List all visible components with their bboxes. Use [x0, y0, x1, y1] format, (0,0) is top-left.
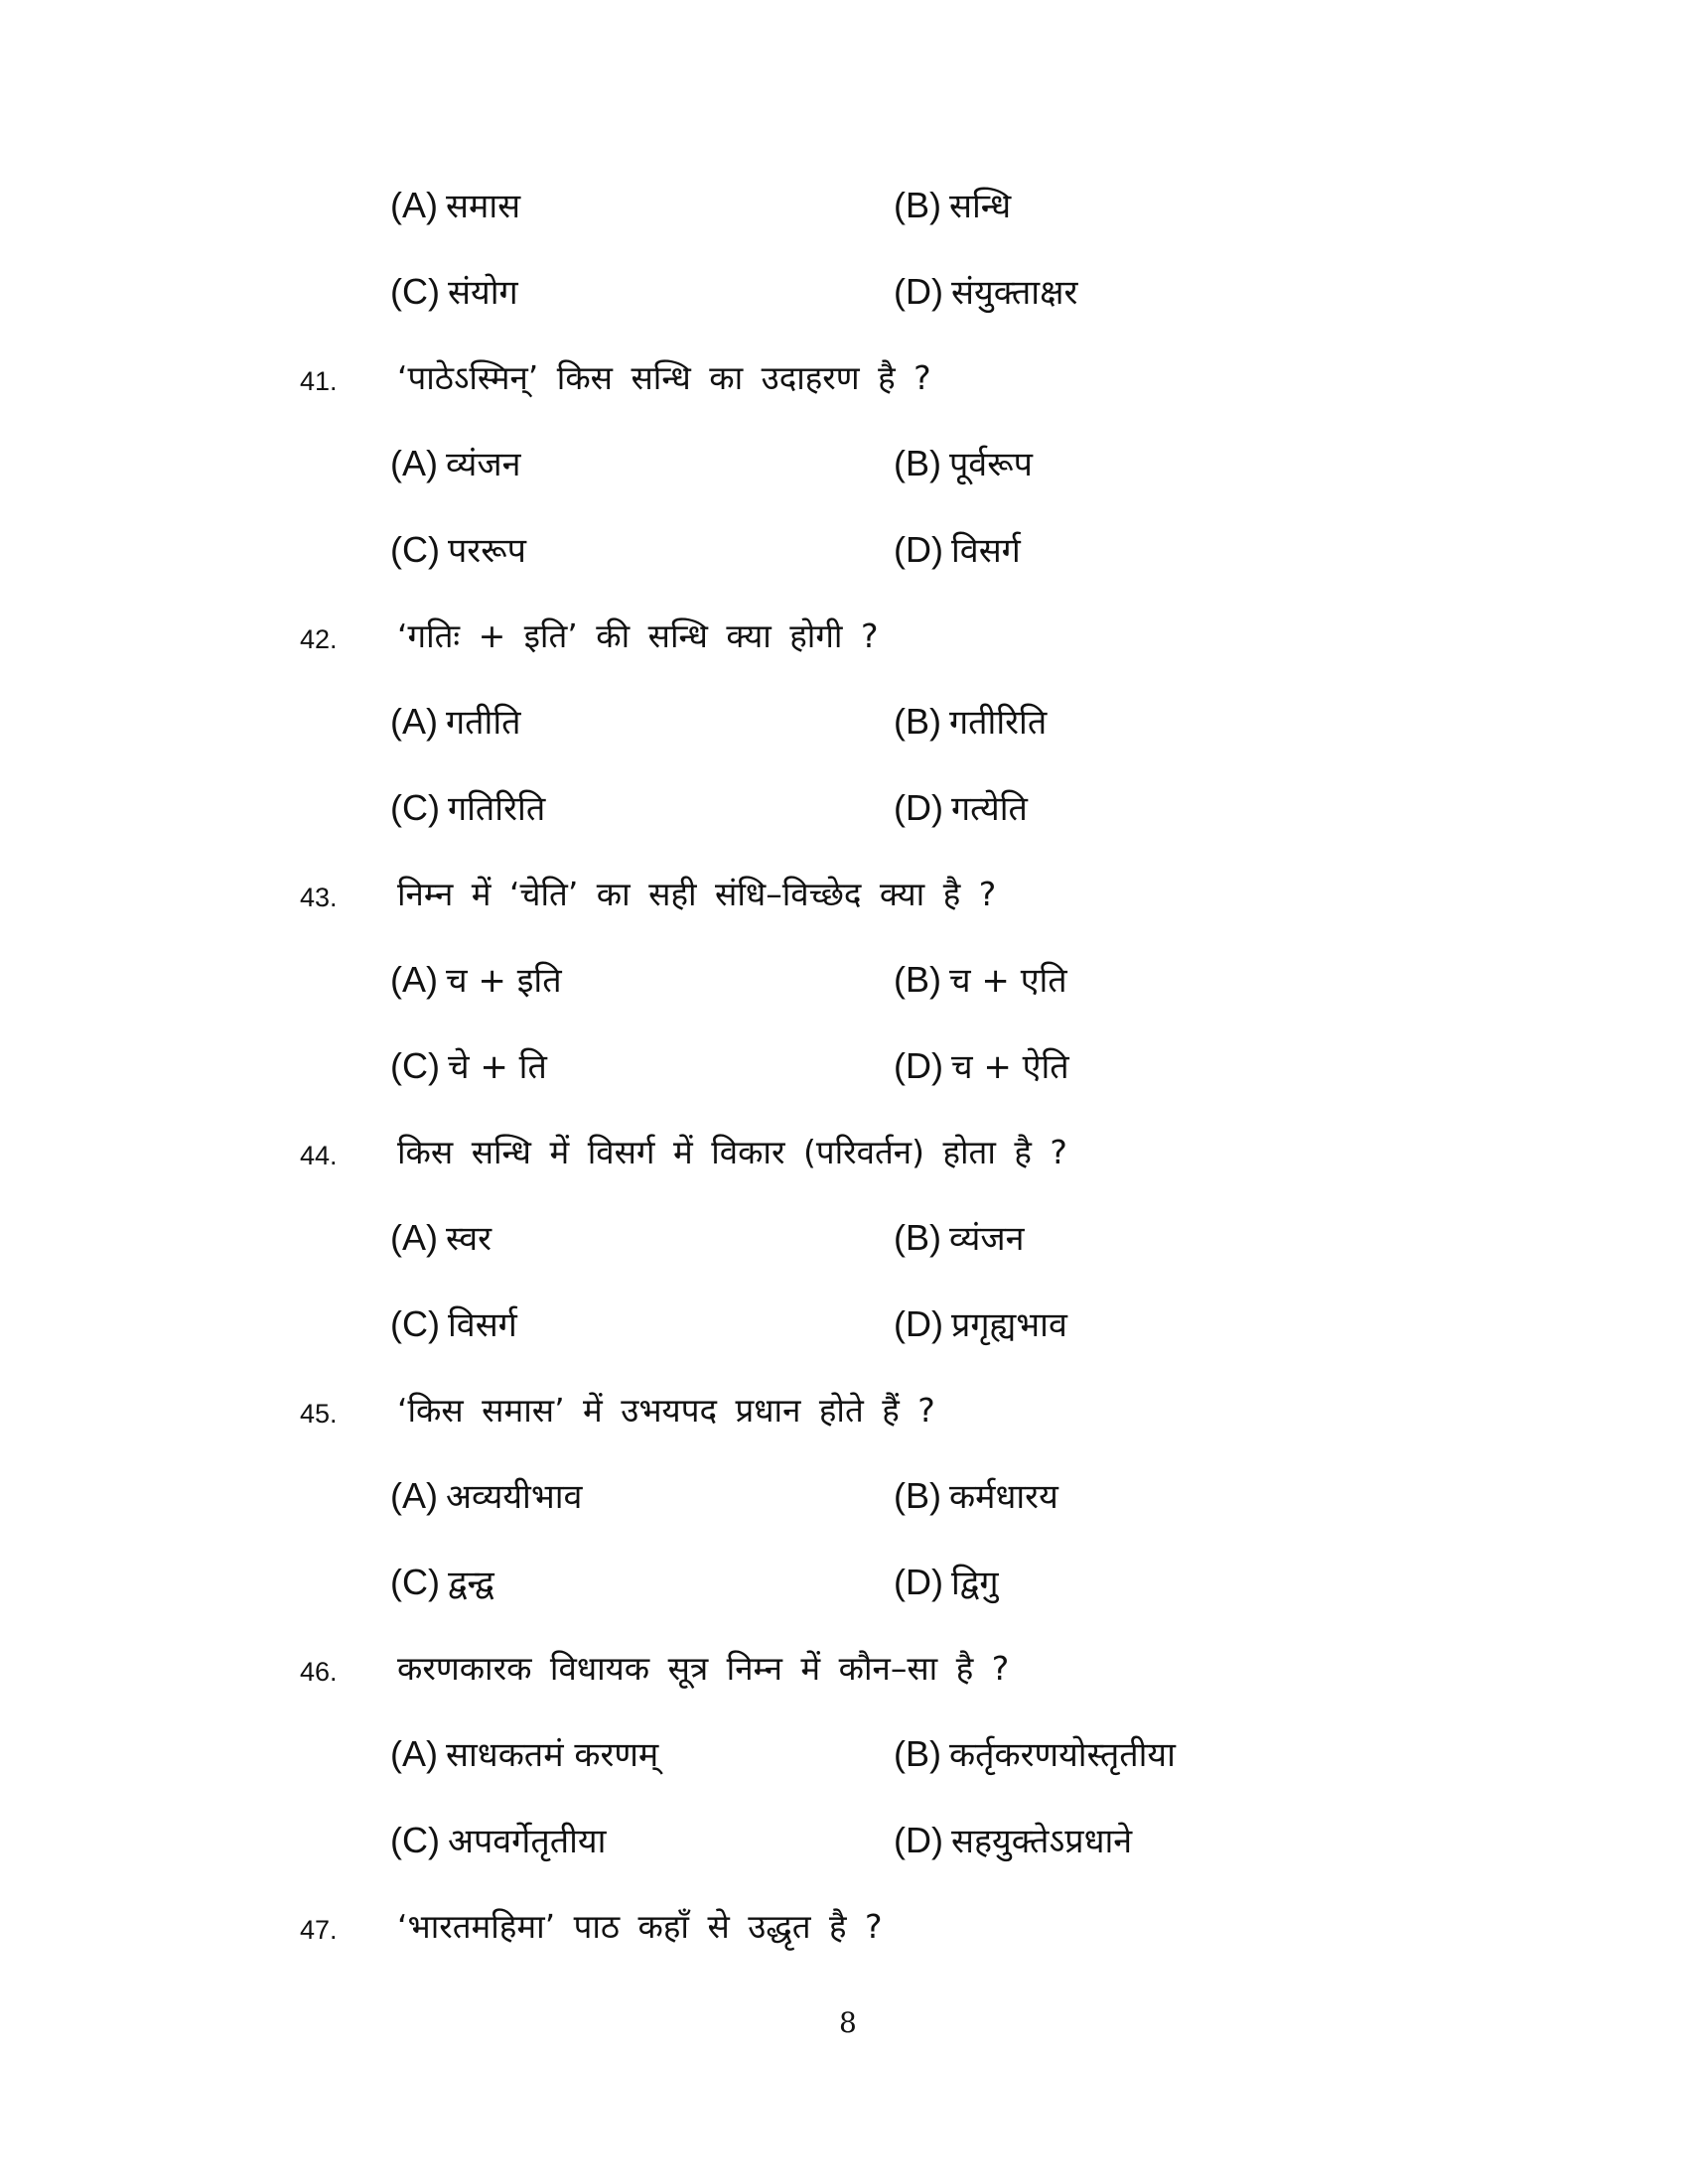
option-text: गतीरिति: [949, 703, 1048, 743]
option-text: पररूप: [447, 531, 526, 571]
option-text: समास: [446, 187, 521, 226]
option-text: संयोग: [447, 273, 518, 313]
option-text: प्रगृह्यभाव: [950, 1305, 1067, 1345]
q44-option-b: [894, 1213, 1024, 1263]
q42-option-c: [390, 783, 545, 833]
option-letter: (A): [390, 1217, 438, 1258]
question-number: 44.: [300, 1141, 338, 1170]
q43-option-b: [894, 955, 1067, 1005]
q45-option-a: [390, 1471, 582, 1521]
option-text: द्विगु: [950, 1564, 999, 1603]
option-letter: (D): [894, 1045, 943, 1086]
q40-option-a: [390, 181, 520, 230]
option-text: कर्मधारय: [949, 1477, 1058, 1517]
question-number: 41.: [300, 366, 338, 396]
option-text: च + इति: [446, 961, 562, 1001]
option-text: विसर्ग: [447, 1305, 517, 1345]
option-letter: (B): [894, 1217, 941, 1258]
option-text: द्वन्द्व: [447, 1564, 494, 1603]
option-letter: (A): [390, 959, 438, 1000]
option-text: सन्धि: [949, 187, 1012, 226]
q40-option-d: [894, 267, 1077, 317]
option-text: गत्येति: [950, 789, 1028, 829]
option-letter: (D): [894, 271, 943, 312]
option-letter: (D): [894, 1820, 943, 1860]
question-text: ‘गतिः + इति’ की सन्धि क्या होगी ?: [397, 616, 879, 655]
q46-option-b: [894, 1729, 1176, 1779]
q43-option-c: [390, 1041, 547, 1091]
q46-option-d: [894, 1816, 1132, 1865]
q42-option-b: [894, 697, 1047, 747]
q40-option-b: [894, 181, 1011, 230]
option-text: अव्ययीभाव: [446, 1477, 583, 1517]
option-letter: (B): [894, 701, 941, 742]
option-text: च + एति: [949, 961, 1067, 1001]
question-number: 42.: [300, 624, 338, 654]
option-text: साधकतमं करणम्: [446, 1735, 659, 1775]
q42-option-d: [894, 783, 1028, 833]
q46-option-a: [390, 1729, 658, 1779]
option-letter: (D): [894, 1562, 943, 1602]
option-text: च + ऐति: [950, 1047, 1069, 1087]
q45-option-b: [894, 1471, 1058, 1521]
option-text: सहयुक्तेऽप्रधाने: [950, 1822, 1133, 1861]
q45-option-d: [894, 1558, 998, 1607]
option-text: संयुक्ताक्षर: [950, 273, 1078, 313]
question-text: ‘किस समास’ में उभयपद प्रधान होते हैं ?: [397, 1391, 935, 1430]
q40-option-c: [390, 267, 518, 317]
option-text: अपवर्गेतृतीया: [447, 1822, 607, 1861]
option-letter: (C): [390, 1303, 440, 1344]
q43-option-d: [894, 1041, 1069, 1091]
option-letter: (C): [390, 529, 440, 570]
option-letter: (B): [894, 185, 941, 225]
q41-option-b: [894, 439, 1033, 488]
question-number: 46.: [300, 1657, 338, 1687]
q45-option-c: [390, 1558, 494, 1607]
option-letter: (A): [390, 1733, 438, 1774]
option-text: विसर्ग: [950, 531, 1021, 571]
q41-option-a: [390, 439, 520, 488]
option-text: व्यंजन: [949, 1219, 1025, 1259]
question-text: करणकारक विधायक सूत्र निम्न में कौन–सा है ?: [397, 1649, 1010, 1688]
option-letter: (C): [390, 787, 440, 828]
option-text: गतीति: [446, 703, 521, 743]
question-number: 45.: [300, 1399, 338, 1429]
option-letter: (A): [390, 185, 438, 225]
option-letter: (D): [894, 787, 943, 828]
q44-option-c: [390, 1299, 517, 1349]
q43-option-a: [390, 955, 562, 1005]
page-number: 8: [839, 2006, 857, 2039]
option-letter: (A): [390, 1475, 438, 1516]
option-text: गतिरिति: [447, 789, 546, 829]
option-text: व्यंजन: [446, 445, 521, 484]
option-letter: (C): [390, 271, 440, 312]
option-letter: (D): [894, 529, 943, 570]
option-text: पूर्वरूप: [949, 445, 1033, 484]
option-letter: (B): [894, 1475, 941, 1516]
question-text: किस सन्धि में विसर्ग में विकार (परिवर्तन) होता है ?: [397, 1133, 1067, 1171]
q41-option-d: [894, 525, 1021, 575]
option-letter: (C): [390, 1820, 440, 1860]
option-letter: (B): [894, 1733, 941, 1774]
option-letter: (D): [894, 1303, 943, 1344]
option-letter: (B): [894, 959, 941, 1000]
option-text: स्वर: [446, 1219, 492, 1259]
question-text: निम्न में ‘चेति’ का सही संधि–विच्छेद क्या है ?: [397, 875, 997, 913]
q44-option-a: [390, 1213, 492, 1263]
option-text: चे + ति: [447, 1047, 547, 1087]
option-letter: (C): [390, 1562, 440, 1602]
question-number: 43.: [300, 883, 338, 912]
q42-option-a: [390, 697, 521, 747]
question-text: ‘पाठेऽस्मिन्’ किस सन्धि का उदाहरण है ?: [397, 358, 931, 397]
question-number: 47.: [300, 1915, 338, 1945]
option-letter: (B): [894, 443, 941, 483]
q41-option-c: [390, 525, 526, 575]
question-text: ‘भारतमहिमा’ पाठ कहाँ से उद्धृत है ?: [397, 1907, 883, 1946]
option-letter: (C): [390, 1045, 440, 1086]
option-letter: (A): [390, 443, 438, 483]
q44-option-d: [894, 1299, 1067, 1349]
option-text: कर्तृकरणयोस्तृतीया: [949, 1735, 1176, 1775]
q46-option-c: [390, 1816, 606, 1865]
option-letter: (A): [390, 701, 438, 742]
